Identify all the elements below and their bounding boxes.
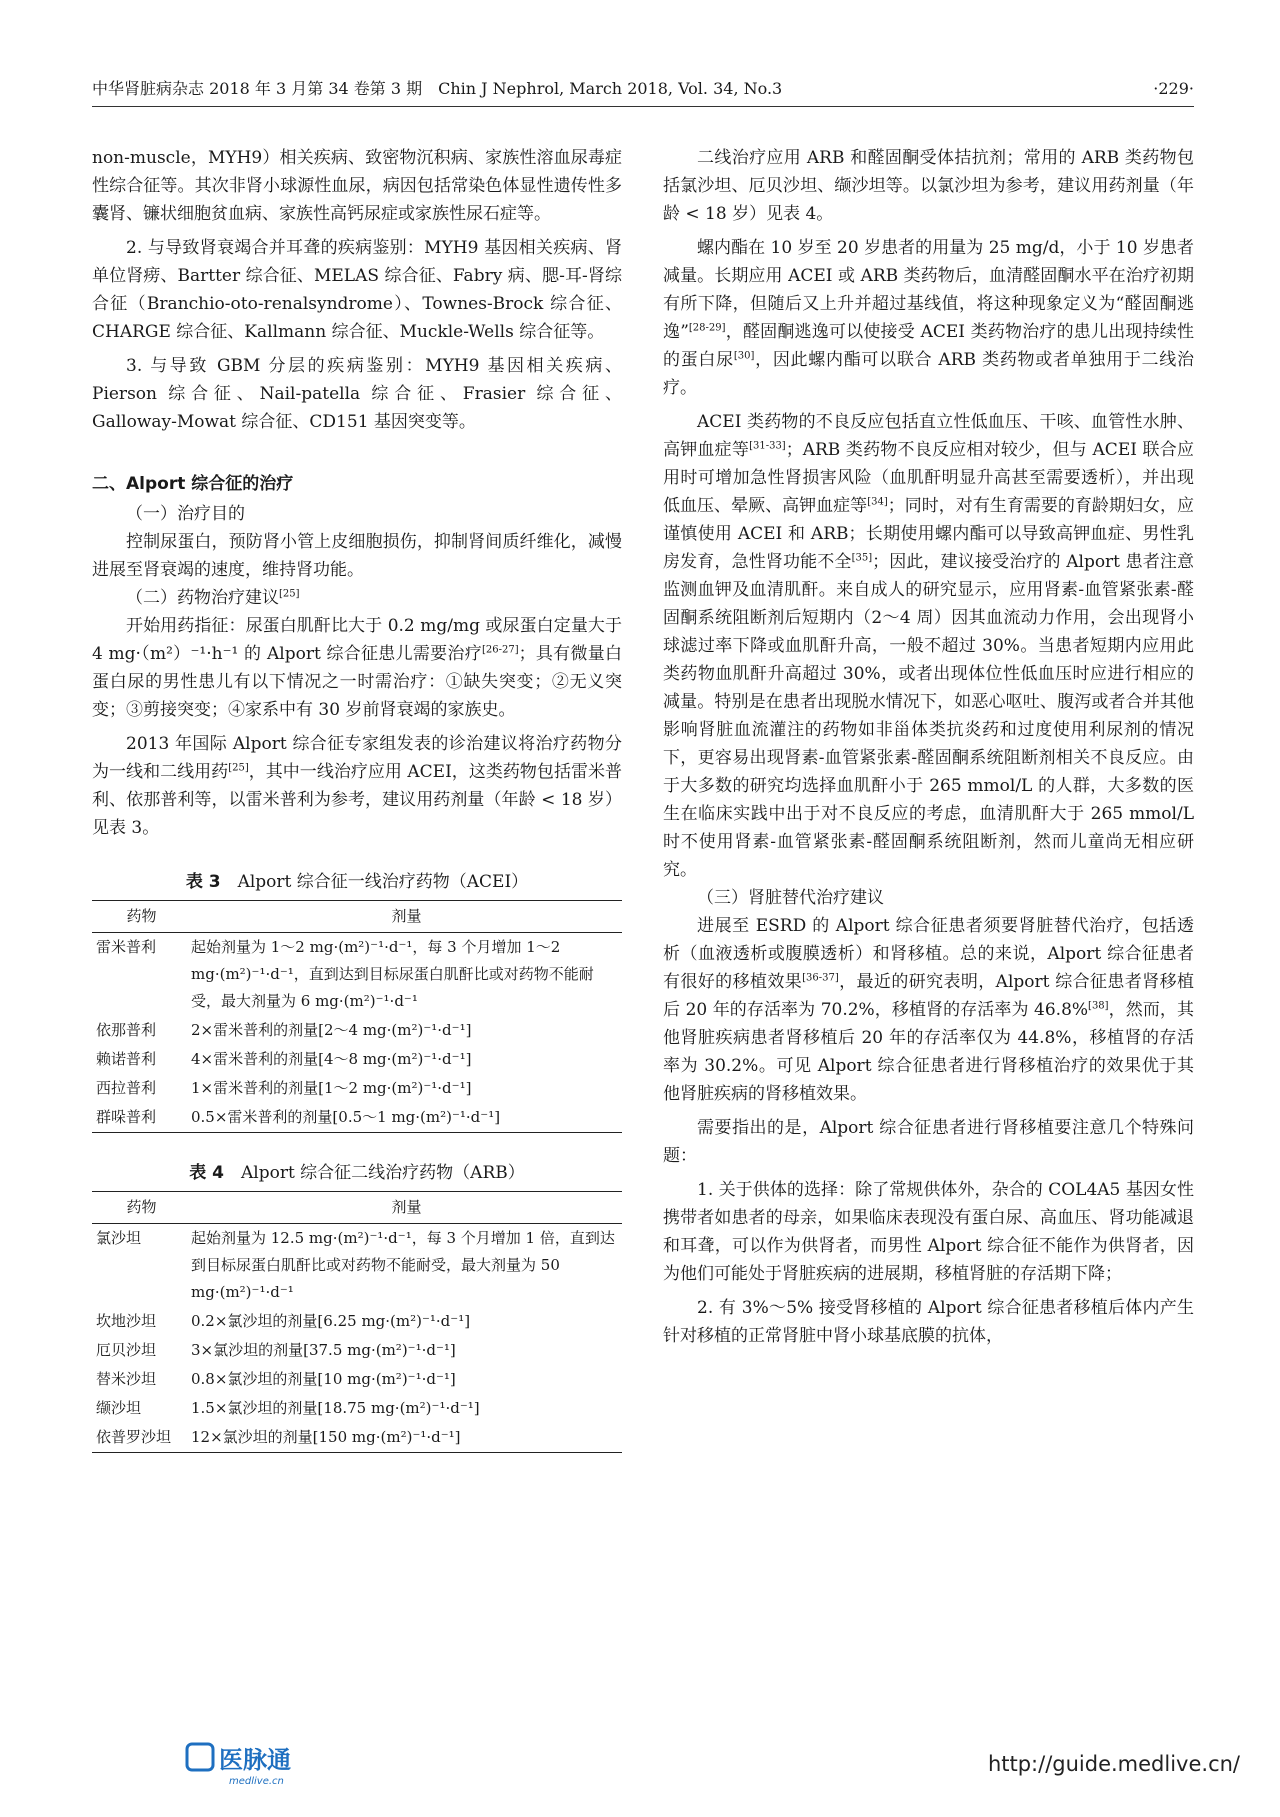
table-row: 西拉普利 1×雷米普利的剂量[1～2 mg·(m²)⁻¹·d⁻¹] <box>96 1079 472 1097</box>
table-row: 赖诺普利 4×雷米普利的剂量[4～8 mg·(m²)⁻¹·d⁻¹] <box>96 1050 472 1068</box>
subheading-goal: （一）治疗目的 <box>126 504 245 524</box>
paragraph-adverse-effects: ACEI 类药物的不良反应包括直立性低血压、干咳、血管性水肿、高钾血症等[31-33]；ARB 类药物不良反应相对较少，但与 ACEI 联合应用时可增加急性肾损害风险（血肌酐明显升高甚至需要透析），并出现低血压、晕厥、高钾血症等[34]；同时，对有生育需要的育龄期妇女，应谨慎使用 ACEI 和 ARB；长期使用螺内酯可以导致高钾血症、男性乳房发育，急性肾功能不全[35]；因此，建议接受治疗的 Alport 患者注意监测血钾及血清肌酐。来自成人的研究显示，应用肾素-血管紧张素-醛固酮系统阻断剂后短期内（2～4 周）因其血流动力作用，会出现肾小球滤过率下降或血肌酐升高，一般不超过 30%。当患者短期内应用此类药物血肌酐升高超过 30%，或者出现体位性低血压时应进行相应的减量。特别是在患者出现脱水情况下，如恶心呕吐、腹泻或者合并其他影响肾脏血流灌注的药物如非甾体类抗炎药和过度使用利尿剂的情况下，更容易出现肾素-血管紧张素-醛固酮系统阻断剂相关不良反应。由于大多数的研究均选择血肌酐小于 265 mmol/L 的人群，大多数的医生在临床实践中出于对不良反应的考虑，血清肌酐大于 265 mmol/L 时不使用肾素-血管紧张素-醛固酮系统阻断剂，然而儿童尚无相应研究。 <box>663 412 1195 880</box>
table-row: 氯沙坦 起始剂量为 12.5 mg·(m²)⁻¹·d⁻¹，每 3 个月增加 1 倍，直到达到目标尿蛋白肌酐比或对药物不能耐受，最大剂量为 50 mg·(m²)⁻¹·d⁻¹ <box>96 1229 615 1301</box>
table-row: 依那普利 2×雷米普利的剂量[2～4 mg·(m²)⁻¹·d⁻¹] <box>96 1021 472 1039</box>
table4-col-dose: 剂量 <box>191 1192 622 1224</box>
paragraph-differential-hematuria: non-muscle，MYH9）相关疾病、致密物沉积病、家族性溶血尿毒症性综合征等。其次非肾小球源性血尿，病因包括常染色体显性遗传性多囊肾、镰状细胞贫血病、家族性高钙尿症或家族性尿石症等。 <box>92 148 622 224</box>
table-row: 替米沙坦 0.8×氯沙坦的剂量[10 mg·(m²)⁻¹·d⁻¹] <box>96 1370 456 1388</box>
table-row: 雷米普利 起始剂量为 1～2 mg·(m²)⁻¹·d⁻¹，每 3 个月增加 1～2 mg·(m²)⁻¹·d⁻¹，直到达到目标尿蛋白肌酐比或对药物不能耐受，最大剂量为 6 mg·(m²)⁻¹·d⁻¹ <box>96 938 594 1010</box>
page-number: ·229· <box>1153 79 1194 98</box>
right-column <box>663 144 1194 1350</box>
paragraph-2013-guideline: 2013 年国际 Alport 综合征专家组发表的诊治建议将治疗药物分为一线和二线用药[25]，其中一线治疗应用 ACEI，这类药物包括雷米普利、依那普利等，以雷米普利为参考，建议用药剂量（年龄 < 18 岁）见表 3。 <box>92 734 623 838</box>
paragraph-differential-gbm: 3. 与导致 GBM 分层的疾病鉴别：MYH9 基因相关疾病、Pierson 综合征、Nail-patella 综合征、Frasier 综合征、Galloway-Mowat 综合征、CD151 基因突变等。 <box>92 356 622 432</box>
logo-text: 医脉通 <box>219 1746 291 1774</box>
table-row: 群哚普利 0.5×雷米普利的剂量[0.5～1 mg·(m²)⁻¹·d⁻¹] <box>92 1103 622 1133</box>
subheading-rrt: （三）肾脏替代治疗建议 <box>697 888 884 908</box>
table-row: 依普罗沙坦 12×氯沙坦的剂量[150 mg·(m²)⁻¹·d⁻¹] <box>92 1423 622 1453</box>
journal-info: 中华肾脏病杂志 2018 年 3 月第 34 卷第 3 期 Chin J Nephrol, March 2018, Vol. 34, No.3 <box>92 79 783 98</box>
paragraph-second-line: 二线治疗应用 ARB 和醛固酮受体拮抗剂；常用的 ARB 类药物包括氯沙坦、厄贝沙坦、缬沙坦等。以氯沙坦为参考，建议用药剂量（年龄 < 18 岁）见表 4。 <box>663 148 1194 224</box>
paragraph-goal: 控制尿蛋白，预防肾小管上皮细胞损伤，抑制肾间质纤维化，减慢进展至肾衰竭的速度，维持肾功能。 <box>92 532 622 580</box>
table-row: 厄贝沙坦 3×氯沙坦的剂量[37.5 mg·(m²)⁻¹·d⁻¹] <box>96 1341 456 1359</box>
table-row: 缬沙坦 1.5×氯沙坦的剂量[18.75 mg·(m²)⁻¹·d⁻¹] <box>96 1399 480 1417</box>
left-column <box>92 144 622 1453</box>
paragraph-rrt: 进展至 ESRD 的 Alport 综合征患者须要肾脏替代治疗，包括透析（血液透析或腹膜透析）和肾移植。总的来说，Alport 综合征患者有很好的移植效果[36-37]，最近的研究表明，Alport 综合征患者肾移植后 20 年的存活率为 70.2%，移植肾的存活率为 46.8%[38]，然而，其他肾脏疾病患者肾移植后 20 年的存活率仅为 44.8%，移植肾的存活率为 30.2%。可见 Alport 综合征患者进行肾移植治疗的效果优于其他肾脏疾病的肾移植效果。 <box>663 916 1195 1104</box>
logo-subtext: medlive.cn <box>229 1776 284 1787</box>
medlive-logo <box>185 1738 315 1788</box>
medlive-logo-icon <box>185 1738 315 1788</box>
table4-arb <box>92 1191 622 1453</box>
subheading-drug: （二）药物治疗建议[25] <box>126 588 300 608</box>
table4-col-drug: 药物 <box>92 1192 191 1224</box>
table3-title: 表 3 Alport 综合征一线治疗药物（ACEI） <box>185 872 529 892</box>
table3-col-drug: 药物 <box>92 901 191 933</box>
paragraph-anti-gbm: 2. 有 3%～5% 接受肾移植的 Alport 综合征患者移植后体内产生针对移植的正常肾脏中肾小球基底膜的抗体， <box>663 1298 1194 1346</box>
paragraph-spironolactone: 螺内酯在 10 岁至 20 岁患者的用量为 25 mg/d，小于 10 岁患者减量。长期应用 ACEI 或 ARB 类药物后，血清醛固酮水平在治疗初期有所下降，但随后又上升并超过基线值，将这种现象定义为“醛固酮逃逸”[28-29]，醛固酮逃逸可以使接受 ACEI 类药物治疗的患儿出现持续性的蛋白尿[30]，因此螺内酯可以联合 ARB 类药物或者单独用于二线治疗。 <box>663 238 1194 398</box>
table-row: 坎地沙坦 0.2×氯沙坦的剂量[6.25 mg·(m²)⁻¹·d⁻¹] <box>96 1312 471 1330</box>
paragraph-transplant-issues: 需要指出的是，Alport 综合征患者进行肾移植要注意几个特殊问题： <box>663 1118 1194 1166</box>
page-header <box>92 76 1194 107</box>
paragraph-drug-indication: 开始用药指征：尿蛋白肌酐比大于 0.2 mg/mg 或尿蛋白定量大于 4 mg·（m²）⁻¹·h⁻¹ 的 Alport 综合征患儿需要治疗[26-27]；具有微量白蛋白尿的男性患儿有以下情况之一时需治疗：①缺失突变；②无义突变；③剪接突变；④家系中有 30 岁前肾衰竭的家族史。 <box>92 616 622 720</box>
paragraph-donor-selection: 1. 关于供体的选择：除了常规供体外，杂合的 COL4A5 基因女性携带者如患者的母亲，如果临床表现没有蛋白尿、高血压、肾功能减退和耳聋，可以作为供肾者，而男性 Alport 综合征不能作为供肾者，因为他们可能处于肾脏疾病的进展期，移植肾脏的存活期下降； <box>663 1180 1194 1284</box>
paragraph-differential-deafness: 2. 与导致肾衰竭合并耳聋的疾病鉴别：MYH9 基因相关疾病、肾单位肾痨、Bartter 综合征、MELAS 综合征、Fabry 病、腮-耳-肾综合征（Branchio-oto-renalsyndrome）、Townes-Brock 综合征、CHARGE 综合征、Kallmann 综合征、Muckle-Wells 综合征等。 <box>92 238 622 342</box>
table4-title: 表 4 Alport 综合征二线治疗药物（ARB） <box>189 1163 525 1183</box>
section-heading-treatment: 二、Alport 综合征的治疗 <box>92 474 294 494</box>
table3-acei <box>92 900 622 1133</box>
footer-url-link[interactable]: http://guide.medlive.cn/ <box>987 1752 1240 1776</box>
table3-col-dose: 剂量 <box>191 901 622 933</box>
